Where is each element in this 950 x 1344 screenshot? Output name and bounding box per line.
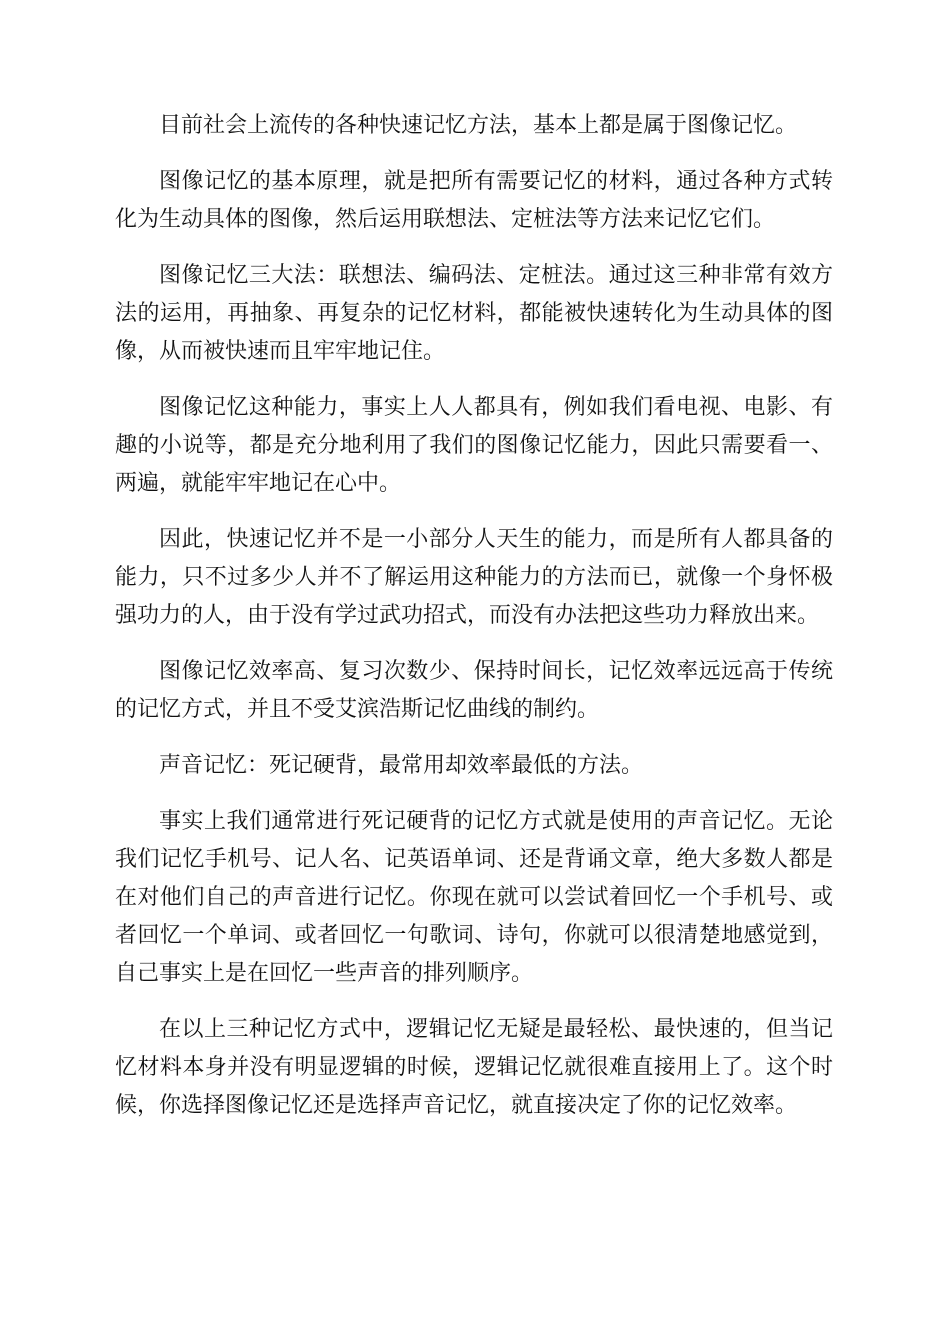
paragraph-3: 图像记忆三大法：联想法、编码法、定桩法。通过这三种非常有效方法的运用，再抽象、再复杂的记忆材料，都能被快速转化为生动具体的图像，从而被快速而且牢牢地记住。 xyxy=(115,263,833,364)
paragraph-9: 在以上三种记忆方式中，逻辑记忆无疑是最轻松、最快速的，但当记忆材料本身并没有明显逻辑的时候，逻辑记忆就很难直接用上了。这个时候，你选择图像记忆还是选择声音记忆，就直接决定了你的记忆效率。 xyxy=(115,1017,833,1118)
paragraph-8: 事实上我们通常进行死记硬背的记忆方式就是使用的声音记忆。无论我们记忆手机号、记人名、记英语单词、还是背诵文章，绝大多数人都是在对他们自己的声音进行记忆。你现在就可以尝试着回忆一个手机号、或者回忆一个单词、或者回忆一句歌词、诗句，你就可以很清楚地感觉到，自己事实上是在回忆一些声音的排列顺序。 xyxy=(115,809,833,986)
paragraph-5: 因此，快速记忆并不是一小部分人天生的能力，而是所有人都具备的能力，只不过多少人并不了解运用这种能力的方法而已，就像一个身怀极强功力的人，由于没有学过武功招式，而没有办法把这些功力释放出来。 xyxy=(115,527,833,628)
paragraph-4: 图像记忆这种能力，事实上人人都具有，例如我们看电视、电影、有趣的小说等，都是充分地利用了我们的图像记忆能力，因此只需要看一、两遍，就能牢牢地记在心中。 xyxy=(115,395,833,496)
document-body xyxy=(115,107,833,1143)
paragraph-7: 声音记忆：死记硬背，最常用却效率最低的方法。 xyxy=(159,753,644,778)
paragraph-2: 图像记忆的基本原理，就是把所有需要记忆的材料，通过各种方式转化为生动具体的图像，然后运用联想法、定桩法等方法来记忆它们。 xyxy=(115,169,833,232)
paragraph-6: 图像记忆效率高、复习次数少、保持时间长，记忆效率远远高于传统的记忆方式，并且不受艾滨浩斯记忆曲线的制约。 xyxy=(115,659,833,722)
paragraph-1: 目前社会上流传的各种快速记忆方法，基本上都是属于图像记忆。 xyxy=(159,113,798,138)
